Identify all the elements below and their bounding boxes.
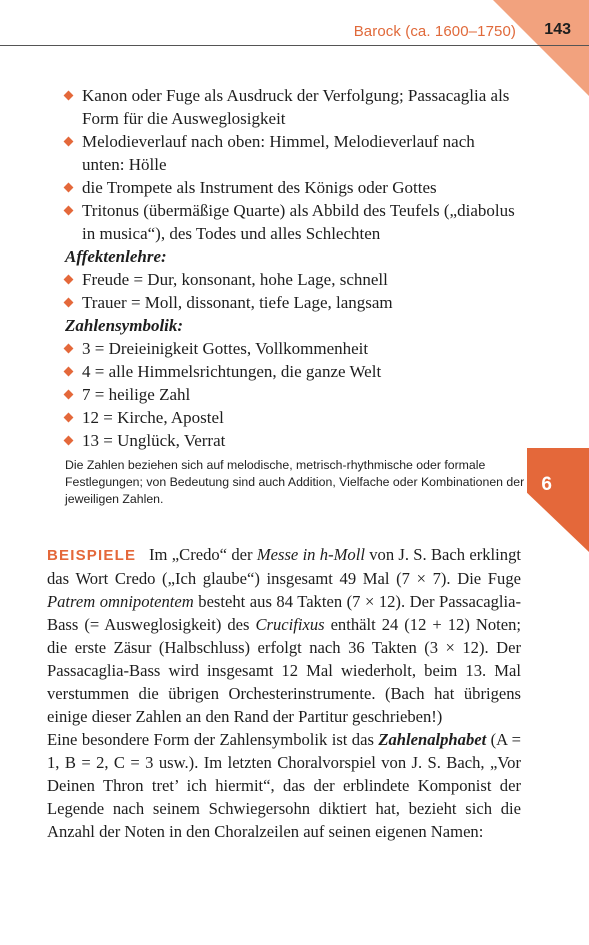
page-number: 143 — [544, 21, 571, 38]
examples-section — [47, 543, 521, 843]
work-title: Patrem omnipotentem — [47, 592, 194, 611]
symbol-list — [47, 84, 521, 245]
list-item: die Trompete als Instrument des Königs oder Gottes — [47, 176, 521, 199]
diamond-bullet-icon — [64, 137, 74, 147]
diamond-bullet-icon — [64, 206, 74, 216]
term-zahlenalphabet: Zahlenalphabet — [378, 730, 487, 749]
list-item: 7 = heilige Zahl — [47, 383, 521, 406]
examples-paragraph-2: Eine besondere Form der Zahlensymbolik ist das Zahlenalphabet (A = 1, B = 2, C = 3 usw.). Im letzten Choralvorspiel von J. S. Bach, „Vor Deinen Thron tret’ ich hiermit“, das der erblindete Komponist der Legende nach seinem Schwiegersohn diktiert hat, bezieht sich die Anzahl der Noten in den Choralzeilen auf seinen eigenen Namen: — [47, 730, 521, 841]
examples-label: BEISPIELE — [47, 547, 137, 564]
list-item: Trauer = Moll, dissonant, tiefe Lage, langsam — [47, 291, 521, 314]
diamond-bullet-icon — [64, 275, 74, 285]
diamond-bullet-icon — [64, 367, 74, 377]
chapter-tab-label: 6 — [541, 474, 552, 495]
list-item: Melodieverlauf nach oben: Himmel, Melodieverlauf nach unten: Hölle — [47, 130, 521, 176]
affektenlehre-heading: Affektenlehre: — [65, 247, 167, 266]
list-item: 3 = Dreieinigkeit Gottes, Vollkommenheit — [47, 337, 521, 360]
list-item: 13 = Unglück, Verrat — [47, 429, 521, 452]
affektenlehre-list — [47, 268, 521, 314]
list-item: Tritonus (übermäßige Quarte) als Abbild des Teufels („diabolus in musica“), des Todes und alles Schlechten — [47, 199, 521, 245]
zahlensymbolik-heading: Zahlensymbolik: — [65, 316, 184, 335]
diamond-bullet-icon — [64, 91, 74, 101]
work-title: Messe in h-Moll — [256, 545, 365, 564]
list-item: 12 = Kirche, Apostel — [47, 406, 521, 429]
diamond-bullet-icon — [64, 344, 74, 354]
chapter-tab — [527, 448, 589, 552]
diamond-bullet-icon — [64, 413, 74, 423]
examples-paragraph-1: BEISPIELE Im „Credo“ der Messe in h-Moll von J. S. Bach erklingt das Wort Credo („Ich glaube“) insgesamt 49 Mal (7 × 7). Die Fuge Patrem omnipotentem besteht aus 84 Takten (7 × 12). Der Passacaglia-Bass (= Ausweglosigkeit) des Crucifixus enthält 24 (12 + 12) Noten; die erste Zäsur (Halbschluss) erfolgt nach 36 Takten (3 × 12). Der Passacaglia-Bass wird insgesamt 12 Mal wiederholt, beim 13. Mal verstummen die übrigen Orchesterinstrumente. (Bach hat übrigens einige dieser Zahlen an den Rand der Partitur geschrieben!) — [47, 545, 521, 726]
list-item: Kanon oder Fuge als Ausdruck der Verfolgung; Passacaglia als Form für die Ausweglosigkeit — [47, 84, 521, 130]
diamond-bullet-icon — [64, 183, 74, 193]
main-content — [47, 84, 525, 508]
header-rule — [0, 45, 589, 46]
zahlensymbolik-list — [47, 337, 521, 452]
list-item: 4 = alle Himmelsrichtungen, die ganze Welt — [47, 360, 521, 383]
diamond-bullet-icon — [64, 298, 74, 308]
work-title: Crucifixus — [255, 615, 325, 634]
list-item: Freude = Dur, konsonant, hohe Lage, schnell — [47, 268, 521, 291]
page-header — [0, 0, 589, 60]
note-text: Die Zahlen beziehen sich auf melodische, metrisch-rhythmische oder formale Festlegungen; von Bedeutung sind auch Addition, Vielfache oder Kombinationen der jeweiligen Zahlen. — [65, 458, 525, 506]
corner-decoration — [493, 0, 589, 96]
diamond-bullet-icon — [64, 436, 74, 446]
running-head: Barock (ca. 1600–1750) — [353, 23, 516, 40]
diamond-bullet-icon — [64, 390, 74, 400]
